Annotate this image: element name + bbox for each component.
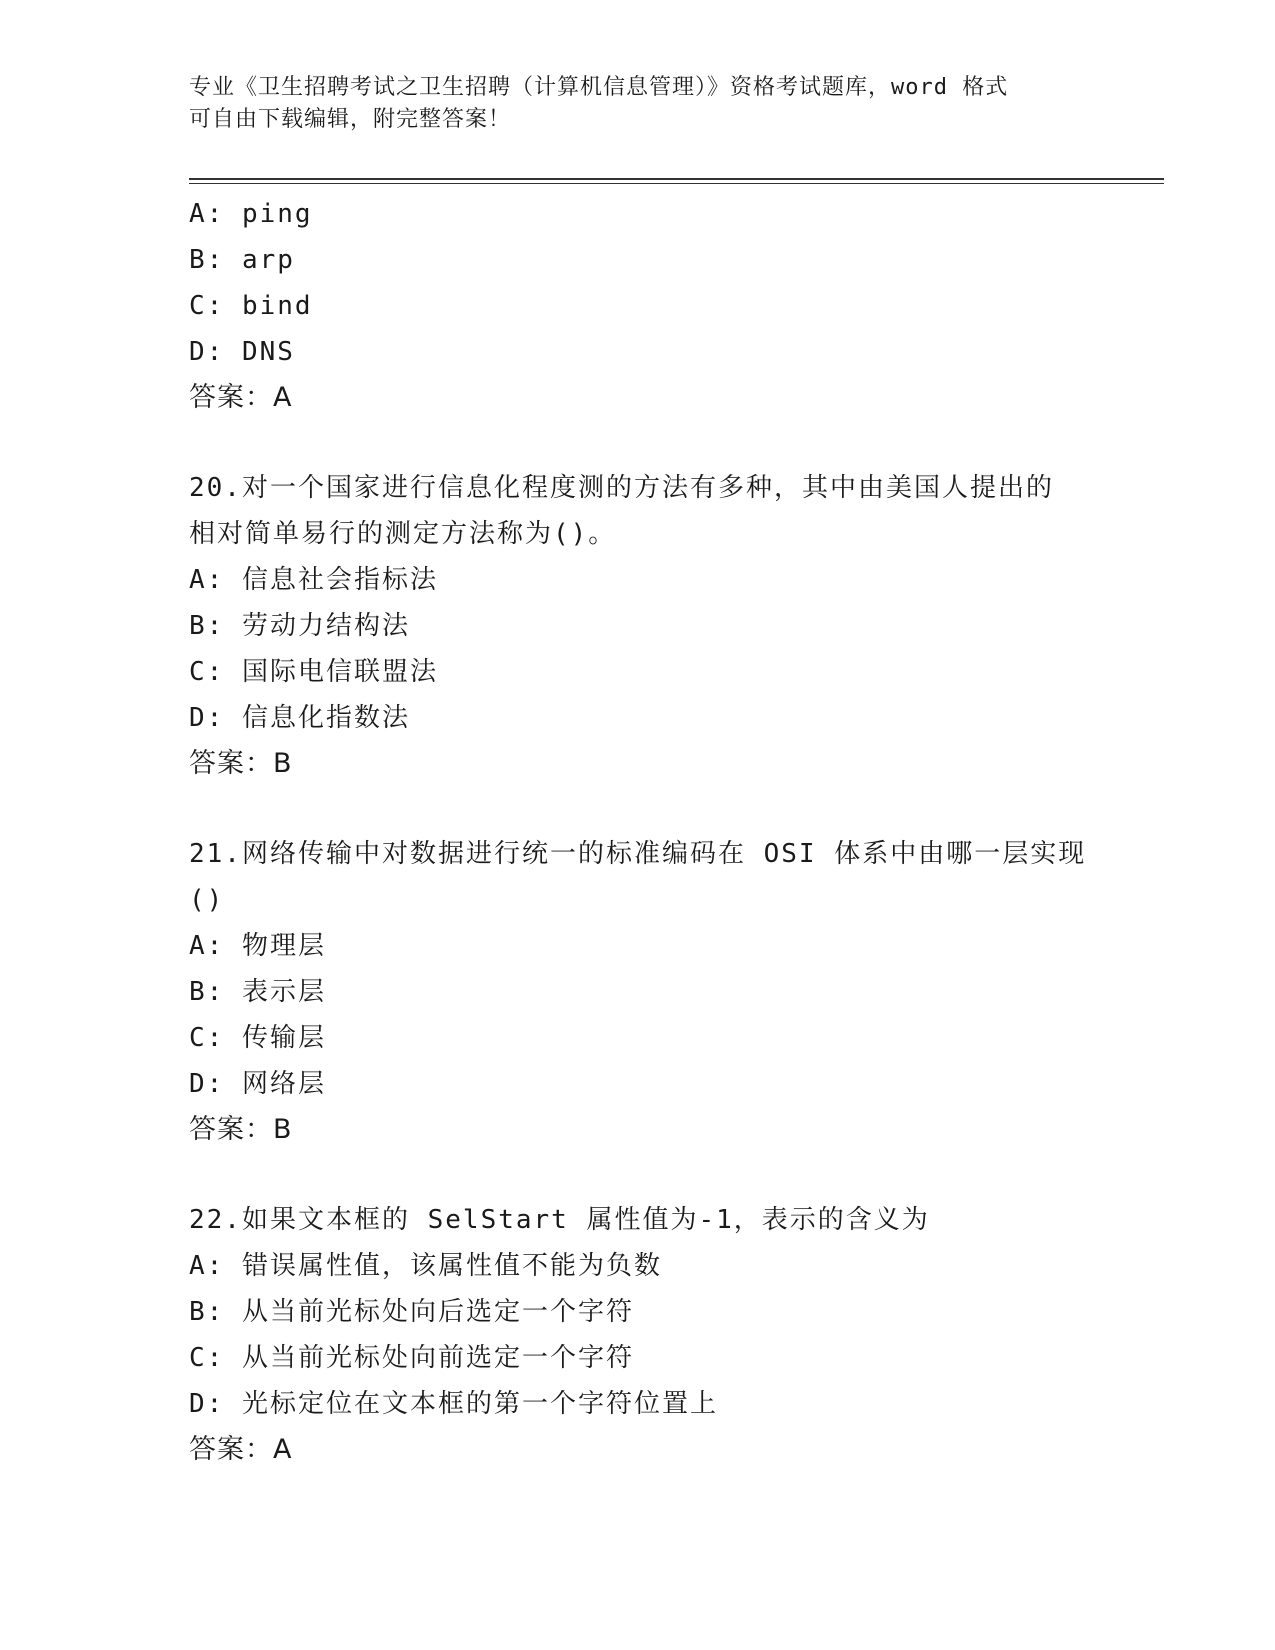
answer-line: 答案：B [189, 748, 293, 779]
option-d: D: DNS [189, 337, 295, 367]
question-stem-line: 相对简单易行的测定方法称为()。 [189, 519, 617, 549]
question-block-20 [189, 465, 1089, 787]
answer-line: 答案：B [189, 1114, 293, 1145]
option-a: A: 信息社会指标法 [189, 565, 438, 595]
option-b: B: 劳动力结构法 [189, 611, 410, 641]
option-d: D: 网络层 [189, 1069, 326, 1099]
option-c: C: 传输层 [189, 1023, 326, 1053]
question-stem-line: 21.网络传输中对数据进行统一的标准编码在 OSI 体系中由哪一层实现 [189, 839, 1087, 869]
question-stem-line: 20.对一个国家进行信息化程度测的方法有多种，其中由美国人提出的 [189, 473, 1054, 503]
answer-line: 答案：A [189, 1434, 293, 1465]
option-a: A: 物理层 [189, 931, 326, 961]
question-block-19-tail [189, 191, 1089, 421]
question-list [189, 191, 1089, 1473]
option-b: B: arp [189, 245, 295, 275]
header-line-2: 可自由下载编辑，附完整答案！ [189, 107, 512, 132]
question-stem-line: () [189, 885, 225, 915]
document-header [189, 72, 1089, 136]
option-d: D: 光标定位在文本框的第一个字符位置上 [189, 1389, 718, 1419]
option-c: C: 从当前光标处向前选定一个字符 [189, 1343, 634, 1373]
question-block-21 [189, 831, 1089, 1153]
divider-thick-line [189, 178, 1164, 180]
option-c: C: bind [189, 291, 313, 321]
option-d: D: 信息化指数法 [189, 703, 410, 733]
header-line-1: 专业《卫生招聘考试之卫生招聘（计算机信息管理）》资格考试题库，word 格式 [189, 75, 1009, 100]
option-b: B: 表示层 [189, 977, 326, 1007]
answer-line: 答案：A [189, 382, 293, 413]
option-c: C: 国际电信联盟法 [189, 657, 438, 687]
divider-thin-line [189, 183, 1164, 184]
question-block-22 [189, 1197, 1089, 1473]
question-stem-line: 22.如果文本框的 SelStart 属性值为-1，表示的含义为 [189, 1205, 930, 1235]
option-b: B: 从当前光标处向后选定一个字符 [189, 1297, 634, 1327]
option-a: A: 错误属性值，该属性值不能为负数 [189, 1251, 662, 1281]
header-divider [189, 178, 1164, 184]
option-a: A: ping [189, 199, 313, 229]
